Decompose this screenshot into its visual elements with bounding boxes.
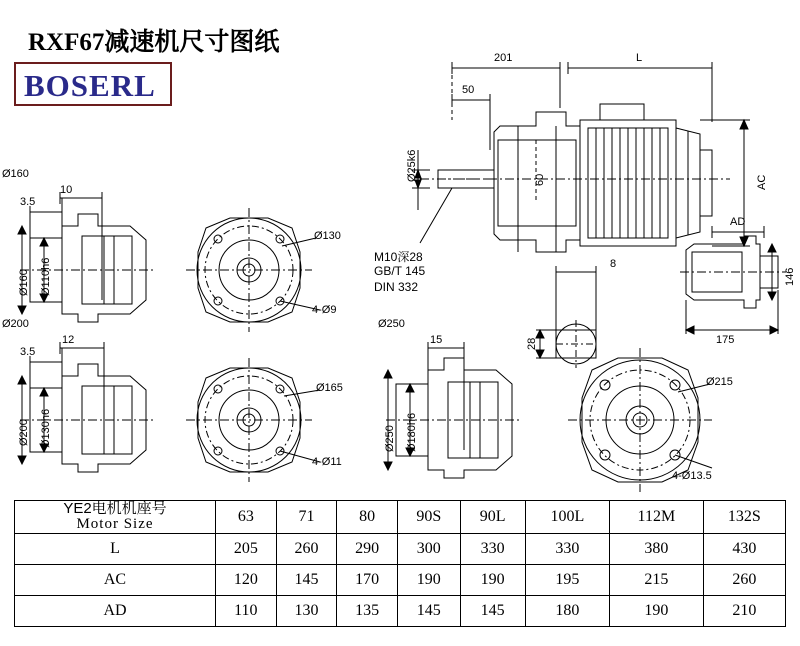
table-header-en: Motor Size bbox=[76, 515, 154, 532]
table-col-header: 100L bbox=[525, 501, 609, 534]
label-d200-top: Ø200 bbox=[2, 318, 29, 330]
table-cell: 330 bbox=[460, 533, 525, 564]
label-d200-side: Ø200 bbox=[18, 419, 30, 446]
label-thread-note-2: GB/T 145 bbox=[374, 264, 426, 278]
label-dim-201: 201 bbox=[494, 52, 513, 64]
table-col-header: 63 bbox=[216, 501, 277, 534]
table-cell: 260 bbox=[703, 564, 785, 595]
table-row bbox=[15, 533, 786, 564]
label-dim-8: 8 bbox=[610, 258, 617, 270]
table-row bbox=[15, 564, 786, 595]
label-thread-note-1: M10深28 bbox=[374, 250, 423, 264]
label-d165: Ø165 bbox=[316, 382, 343, 394]
label-dim-175: 175 bbox=[716, 334, 735, 346]
label-d180h6: Ø180h6 bbox=[406, 412, 418, 452]
label-thread-note-3: DIN 332 bbox=[374, 280, 419, 294]
table-cell: 130 bbox=[276, 595, 337, 626]
table-col-header: 132S bbox=[703, 501, 785, 534]
table-cell: 300 bbox=[397, 533, 460, 564]
table-row bbox=[15, 595, 786, 626]
page-title: RXF67减速机尺寸图纸 bbox=[28, 29, 280, 56]
label-dim-10: 10 bbox=[60, 184, 73, 196]
label-dim-AD: AD bbox=[730, 216, 746, 228]
table-cell: 190 bbox=[610, 595, 704, 626]
label-dim-146: 146 bbox=[784, 267, 796, 286]
label-d25k6: Ø25k6 bbox=[406, 149, 418, 182]
table-header-cell bbox=[15, 501, 216, 534]
label-dim-AC: AC bbox=[756, 174, 768, 190]
table-col-header: 90L bbox=[460, 501, 525, 534]
table-cell: 145 bbox=[397, 595, 460, 626]
label-d160-side: Ø160 bbox=[18, 269, 30, 296]
table-row-label: AC bbox=[15, 564, 216, 595]
table-cell: 210 bbox=[703, 595, 785, 626]
label-dim-3p5-a: 3.5 bbox=[20, 196, 36, 208]
table-cell: 110 bbox=[216, 595, 277, 626]
table-cell: 190 bbox=[460, 564, 525, 595]
table-cell: 195 bbox=[525, 564, 609, 595]
label-dim-50: 50 bbox=[462, 84, 475, 96]
table-cell: 190 bbox=[397, 564, 460, 595]
label-dim-28: 28 bbox=[526, 337, 538, 350]
table-cell: 180 bbox=[525, 595, 609, 626]
table-cell: 135 bbox=[337, 595, 398, 626]
table-cell: 170 bbox=[337, 564, 398, 595]
table-row-label: L bbox=[15, 533, 216, 564]
table-cell: 430 bbox=[703, 533, 785, 564]
label-holes-4xo9: 4-Ø9 bbox=[312, 304, 337, 316]
table-cell: 290 bbox=[337, 533, 398, 564]
label-dim-15: 15 bbox=[430, 334, 443, 346]
label-dim-12: 12 bbox=[62, 334, 75, 346]
table-row-label: AD bbox=[15, 595, 216, 626]
label-d215: Ø215 bbox=[706, 376, 733, 388]
label-d250-side: Ø250 bbox=[384, 425, 396, 452]
table-cell: 145 bbox=[276, 564, 337, 595]
label-d250-top: Ø250 bbox=[378, 318, 405, 330]
table-col-header: 80 bbox=[337, 501, 398, 534]
table-cell: 380 bbox=[610, 533, 704, 564]
brand-logo-text: BOSERL bbox=[24, 68, 156, 103]
table-cell: 145 bbox=[460, 595, 525, 626]
label-dim-3p5-b: 3.5 bbox=[20, 346, 36, 358]
table-cell: 205 bbox=[216, 533, 277, 564]
label-d130: Ø130 bbox=[314, 230, 341, 242]
table-col-header: 90S bbox=[397, 501, 460, 534]
label-d130h6: Ø130h6 bbox=[40, 408, 52, 448]
motor-size-table bbox=[14, 500, 786, 627]
table-cell: 260 bbox=[276, 533, 337, 564]
label-holes-4xo11: 4-Ø11 bbox=[312, 456, 342, 468]
table-header-cn: YE2电机机座号 bbox=[63, 500, 167, 517]
table-header-row bbox=[15, 501, 786, 534]
label-d110h6: Ø110h6 bbox=[40, 257, 52, 296]
label-dim-60: 60 bbox=[534, 173, 546, 186]
table-cell: 120 bbox=[216, 564, 277, 595]
table-cell: 330 bbox=[525, 533, 609, 564]
table-col-header: 112M bbox=[610, 501, 704, 534]
label-d160-top: Ø160 bbox=[2, 168, 29, 180]
table-cell: 215 bbox=[610, 564, 704, 595]
table-col-header: 71 bbox=[276, 501, 337, 534]
label-holes-4xo13p5: 4-Ø13.5 bbox=[672, 470, 712, 482]
label-dim-L: L bbox=[636, 52, 643, 64]
